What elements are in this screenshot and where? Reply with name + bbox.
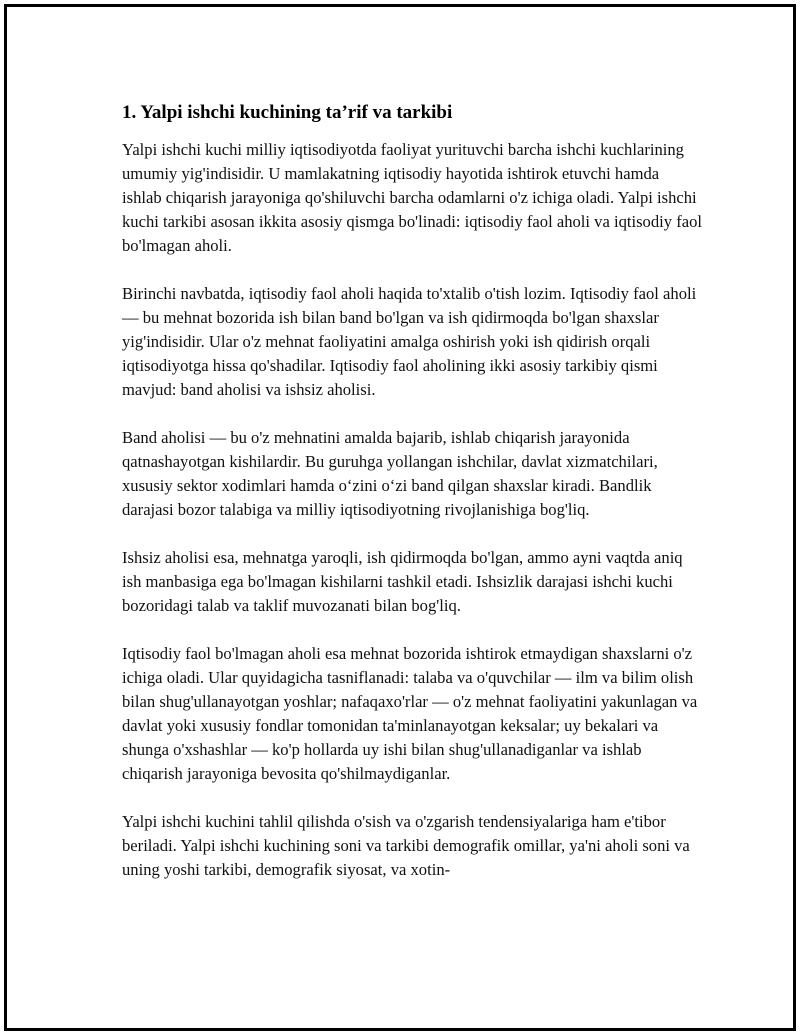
paragraph-unemployed-population: Ishsiz aholisi esa, mehnatga yaroqli, ish qidirmoqda bo'lgan, ammo ayni vaqtda aniq ish manbasiga ega bo'lmagan kishilarni tashkil etadi. Ishsizlik darajasi ishchi kuchi bozoridagi talab va taklif muvozanati bilan bog'liq.: [122, 548, 683, 615]
paragraph-economically-active: Birinchi navbatda, iqtisodiy faol aholi haqida to'xtalib o'tish lozim. Iqtisodiy faol aholi — bu mehnat bozorida ish bilan band bo'lgan va ish qidirmoqda bo'lgan shaxslar yig'indisidir. Ular o'z mehnat faoliyatini amalga oshirish yoki ish qidirish orqali iqtisodiyotga hissa qo'shadilar. Iqtisodiy faol aholining ikki asosiy tarkibiy qismi mavjud: band aholisi va ishsiz aholisi.: [122, 284, 697, 399]
paragraph-total-labor-force: Yalpi ishchi kuchi milliy iqtisodiyotda faoliyat yurituvchi barcha ishchi kuchlarining umumiy yig'indisidir. U mamlakatning iqtisodiy hayotida ishtirok etuvchi hamda ishlab chiqarish jarayoniga qo'shiluvchi barcha odamlarni o'z ichiga oladi. Yalpi ishchi kuchi tarkibi asosan ikkita asosiy qismga bo'linadi: iqtisodiy faol aholi va iqtisodiy faol bo'lmagan aholi.: [122, 140, 703, 255]
paragraph-employed-population: Band aholisi — bu o'z mehnatini amalda bajarib, ishlab chiqarish jarayonida qatnashayotgan kishilardir. Bu guruhga yollangan ishchilar, davlat xizmatchilari, xususiy sektor xodimlari hamda o‘zini o‘zi band qilgan shaxslar kiradi. Bandlik darajasi bozor talabiga va milliy iqtisodiyotning rivojlanishiga bog'liq.: [122, 428, 658, 519]
paragraph-economically-inactive: Iqtisodiy faol bo'lmagan aholi esa mehnat bozorida ishtirok etmaydigan shaxslarni o'z ichiga oladi. Ular quyidagicha tasniflanadi: talaba va o'quvchilar — ilm va bilim olish bilan shug'ullanayotgan yoshlar; nafaqaxo'rlar — o'z mehnat faoliyatini yakunlagan va davlat yoki xususiy fondlar tomonidan ta'minlanayotgan keksalar; uy bekalari va shunga o'xshashlar — ko'p hollarda uy ishi bilan shug'ullanadiganlar va ishlab chiqarish jarayoniga bevosita qo'shilmaydiganlar.: [122, 644, 698, 783]
paragraph-labor-force-analysis: Yalpi ishchi kuchini tahlil qilishda o'sish va o'zgarish tendensiyalariga ham e'tibor beriladi. Yalpi ishchi kuchining soni va tarkibi demografik omillar, ya'ni aholi soni va uning yoshi tarkibi, demografik siyosat, va xotin-: [122, 812, 690, 879]
section-heading: 1. Yalpi ishchi kuchining ta’rif va tarkibi: [122, 102, 453, 123]
page-frame: [4, 4, 796, 1031]
document-body: [122, 100, 702, 882]
